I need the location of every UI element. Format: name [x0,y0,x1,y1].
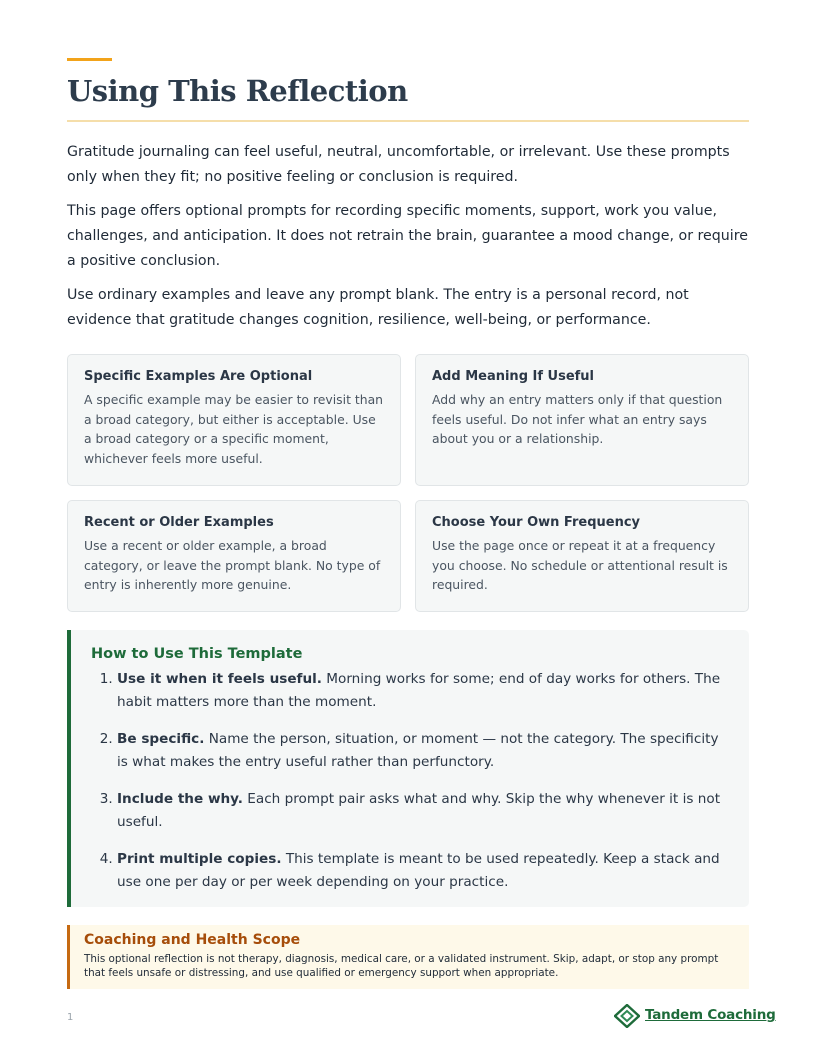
card-body: A specific example may be easier to revisit than a broad category, but either is acceptable. Use a broad category or a specific moment, whichever feels more useful. [84,392,384,466]
card-frequency [415,500,749,612]
card-recent-older [67,500,401,612]
card-title: Add Meaning If Useful [432,369,595,384]
brand-name: Tandem Coaching [645,1007,776,1023]
item-text: Each prompt pair asks what and why. Skip the why whenever it is not useful. [117,791,721,830]
card-body: Add why an entry matters only if that question feels useful. Do not infer what an entry says about you or a relationship. [432,392,723,447]
card-title: Recent or Older Examples [84,515,274,530]
item-lead: Print multiple copies. [117,851,282,867]
item-text: Morning works for some; end of day works for others. The habit matters more than the moment. [117,671,721,710]
item-lead: Be specific. [117,731,205,747]
page-title: Using This Reflection [67,74,408,108]
how-to-title: How to Use This Template [91,646,303,662]
card-title: Choose Your Own Frequency [432,515,641,530]
page-number: 1 [67,1012,74,1023]
title-accent-bar [67,58,112,61]
diamond-logo-icon [614,1004,640,1028]
intro-paragraph: Use ordinary examples and leave any prompt blank. The entry is a personal record, not evidence that gratitude changes cognition, resilience, well-being, or performance. [67,287,689,328]
card-add-meaning [415,354,749,486]
intro-section [67,140,749,342]
card-body: Use the page once or repeat it at a frequency you choose. No schedule or attentional result is required. [432,538,728,593]
intro-paragraph: Gratitude journaling can feel useful, neutral, uncomfortable, or irrelevant. Use these prompts only when they fit; no positive feeling or conclusion is required. [67,144,730,185]
scope-notice [67,925,749,989]
how-to-item [117,848,729,894]
scope-title: Coaching and Health Scope [84,932,301,948]
item-lead: Use it when it feels useful. [117,671,322,687]
brand-logo [614,1004,776,1028]
scope-body: This optional reflection is not therapy, diagnosis, medical care, or a validated instrument. Skip, adapt, or stop any prompt that feels unsafe or distressing, and use qualified or emergency support when appropriate. [84,953,719,979]
how-to-item [117,788,729,834]
title-divider [67,120,749,122]
how-to-use-section [67,630,749,907]
card-specific-examples [67,354,401,486]
how-to-list [91,668,729,894]
item-lead: Include the why. [117,791,243,807]
card-title: Specific Examples Are Optional [84,369,313,384]
intro-paragraph: This page offers optional prompts for recording specific moments, support, work you value, challenges, and anticipation. It does not retrain the brain, guarantee a mood change, or require a positive conclusion. [67,203,748,269]
how-to-item [117,668,729,714]
card-body: Use a recent or older example, a broad category, or leave the prompt blank. No type of entry is inherently more genuine. [84,538,381,593]
item-text: This template is meant to be used repeatedly. Keep a stack and use one per day or per week depending on your practice. [117,851,720,890]
item-text: Name the person, situation, or moment — not the category. The specificity is what makes the entry useful rather than perfunctory. [117,731,719,770]
how-to-item [117,728,729,774]
